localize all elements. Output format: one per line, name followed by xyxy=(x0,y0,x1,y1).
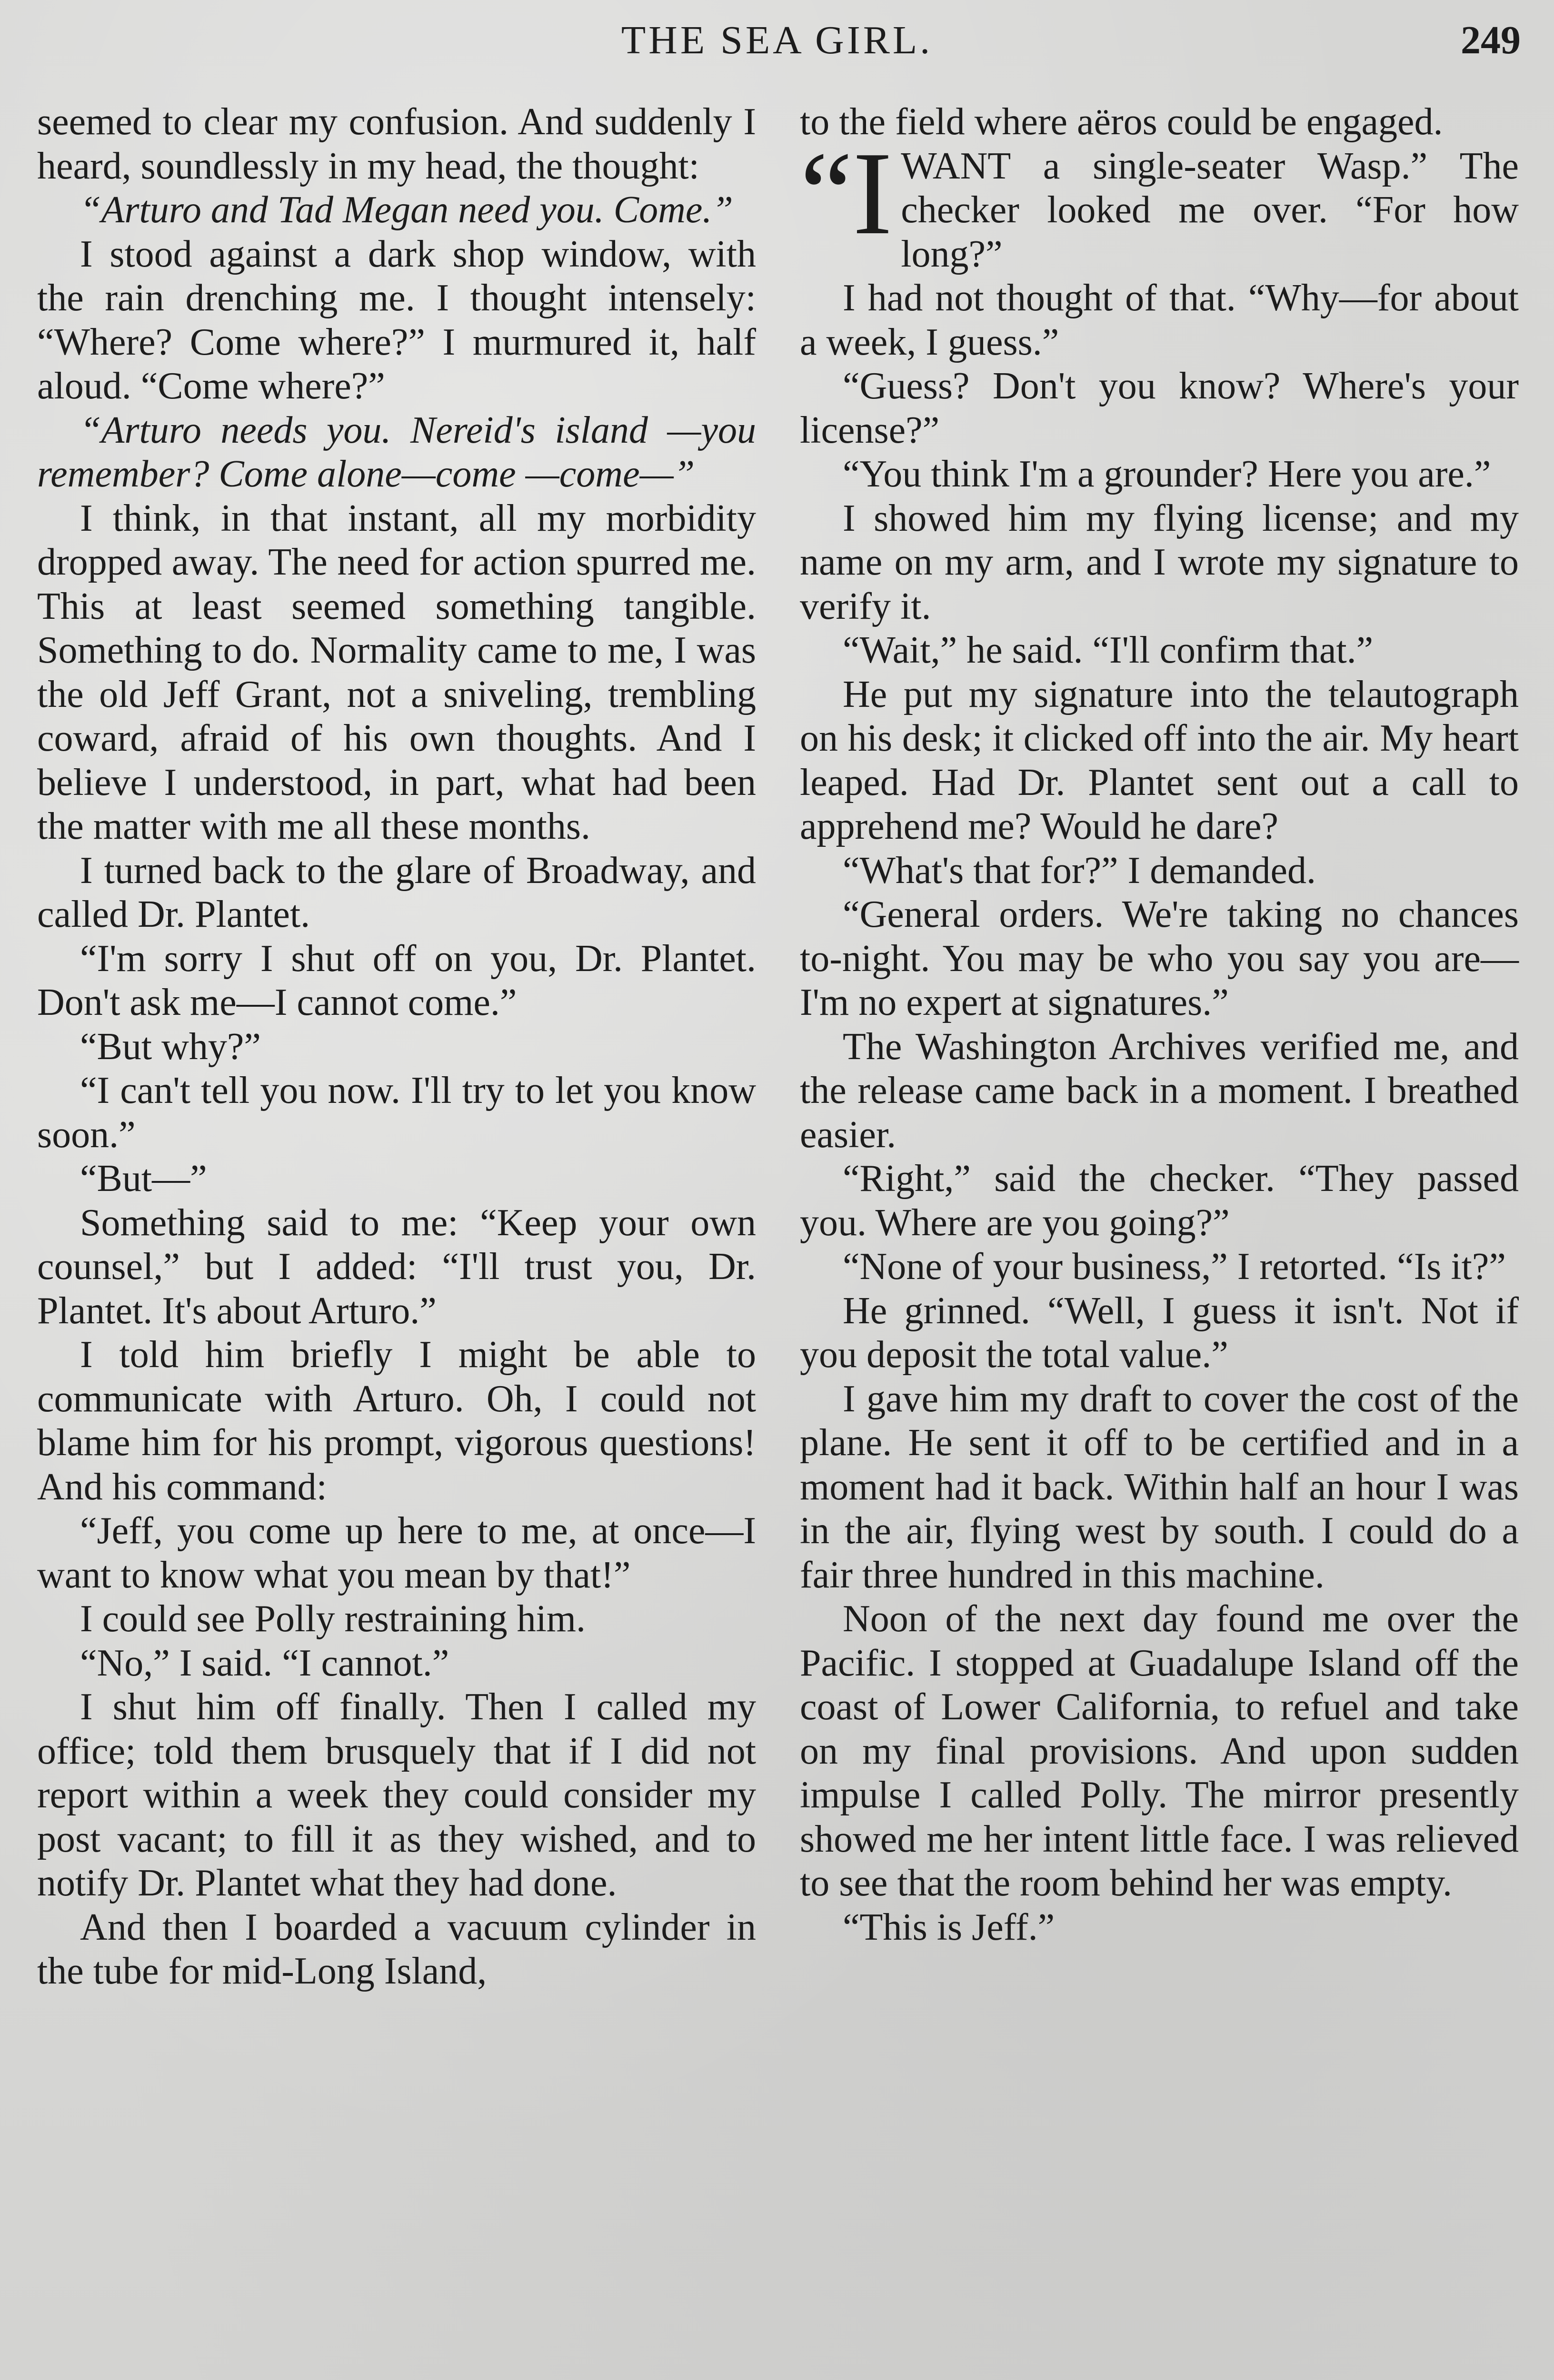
paragraph-text: I could see Polly restraining him. xyxy=(80,1598,586,1640)
paragraph xyxy=(37,1685,756,1905)
paragraph xyxy=(800,1377,1519,1597)
paragraph xyxy=(800,849,1519,893)
paragraph xyxy=(37,1157,756,1201)
paragraph xyxy=(800,892,1519,1025)
paragraph xyxy=(800,1025,1519,1157)
paragraph xyxy=(37,1025,756,1069)
page-header xyxy=(33,14,1521,67)
paragraph xyxy=(37,496,756,849)
paragraph-text: I turned back to the glare of Broadway, and called Dr. Plantet. xyxy=(37,849,756,935)
paragraph-text: WANT a single-seater Wasp.” The checker looked me over. “For how long?” xyxy=(901,145,1519,275)
paragraph xyxy=(800,276,1519,364)
running-title: THE SEA GIRL. xyxy=(621,18,933,62)
paragraph-text: The Washington Archives verified me, and the release came back in a moment. I breathed easier. xyxy=(800,1025,1519,1156)
paragraph-text: “You think I'm a grounder? Here you are.” xyxy=(843,453,1491,495)
paragraph-text: I gave him my draft to cover the cost of the plane. He sent it off to be certified and in a moment had it back. Within half an hour I was in the air, flying west by south. I could do a fair three hundred in this machine. xyxy=(800,1378,1519,1596)
paragraph xyxy=(800,127,1519,277)
paragraph xyxy=(37,408,756,496)
page-number: 249 xyxy=(1461,18,1521,62)
paragraph xyxy=(800,1245,1519,1289)
paragraph-text: “But—” xyxy=(80,1158,207,1200)
paragraph-text: “I'm sorry I shut off on you, Dr. Plantet. Don't ask me—I cannot come.” xyxy=(37,937,756,1023)
paragraph-text: “Guess? Don't you know? Where's your license?” xyxy=(800,365,1519,451)
paragraph-text: And then I boarded a vacuum cylinder in the tube for mid-Long Island, xyxy=(37,1906,756,1992)
paragraph xyxy=(800,1289,1519,1377)
paragraph-text: Something said to me: “Keep your own counsel,” but I added: “I'll trust you, Dr. Plantet. It's about Arturo.” xyxy=(37,1201,756,1332)
paragraph xyxy=(800,1905,1519,1950)
right-column xyxy=(800,100,1519,1949)
paragraph-text: “But why?” xyxy=(80,1025,261,1068)
paragraph-text: He put my signature into the telautograph on his desk; it clicked off into the air. My heart leaped. Had Dr. Plantet sent out a call to apprehend me? Would he dare? xyxy=(800,673,1519,847)
paragraph xyxy=(37,937,756,1025)
paragraph xyxy=(37,188,756,232)
paragraph-text: “What's that for?” I demanded. xyxy=(843,849,1316,892)
paragraph xyxy=(800,1157,1519,1245)
paragraph-text: I stood against a dark shop window, with the rain drenching me. I thought intensely: “Where? Come where?” I murmured it, half aloud. “Come where?” xyxy=(37,233,756,407)
paragraph xyxy=(800,628,1519,673)
paragraph-text: I think, in that instant, all my morbidity dropped away. The need for action spurred me. This at least seemed something tangible. Something to do. Normality came to me, I was the old Jeff Grant, not a sniveling, trembling coward, afraid of his own thoughts. And I believe I understood, in part, what had been the matter with me all these months. xyxy=(37,497,756,847)
paragraph xyxy=(37,232,756,408)
paragraph xyxy=(800,364,1519,452)
paragraph-text: Noon of the next day found me over the Pacific. I stopped at Guadalupe Island off the coast of Lower California, to refuel and take on my final provisions. And upon sudden impulse I called Polly. The mirror presently showed me her intent little face. I was relieved to see that the room behind her was empty. xyxy=(800,1598,1519,1904)
paragraph xyxy=(800,496,1519,629)
left-column xyxy=(37,100,756,1993)
paragraph-text: seemed to clear my confusion. And suddenly I heard, soundlessly in my head, the thought: xyxy=(37,101,756,187)
paragraph xyxy=(37,1905,756,1993)
paragraph-text: “Arturo and Tad Megan need you. Come.” xyxy=(80,189,733,231)
paragraph xyxy=(800,100,1519,144)
paragraph-text: “Arturo needs you. Nereid's island —you remember? Come alone—come —come—” xyxy=(37,409,756,495)
paragraph-text: “Wait,” he said. “I'll confirm that.” xyxy=(843,629,1374,671)
paragraph xyxy=(37,1641,756,1686)
paragraph-text: “Right,” said the checker. “They passed you. Where are you going?” xyxy=(800,1158,1519,1244)
paragraph-text: to the field where aëros could be engaged. xyxy=(800,101,1443,143)
paragraph-text: “I can't tell you now. I'll try to let you know soon.” xyxy=(37,1070,756,1156)
paragraph-text: “No,” I said. “I cannot.” xyxy=(80,1642,449,1684)
paragraph-text: I shut him off finally. Then I called my office; told them brusquely that if I did not report within a week they could consider my post vacant; to fill it as they wished, and to notify Dr. Plantet what they had done. xyxy=(37,1686,756,1904)
paragraph-text: I showed him my flying license; and my name on my arm, and I wrote my signature to verify it. xyxy=(800,497,1519,627)
paragraph xyxy=(800,452,1519,496)
paragraph-text: “General orders. We're taking no chances to-night. You may be who you say you are—I'm no expert at signatures.” xyxy=(800,893,1519,1023)
paragraph xyxy=(37,1201,756,1333)
paragraph xyxy=(37,1597,756,1641)
paragraph-text: He grinned. “Well, I guess it isn't. Not if you deposit the total value.” xyxy=(800,1289,1519,1376)
paragraph xyxy=(37,849,756,937)
paragraph xyxy=(37,100,756,188)
paragraph xyxy=(800,1597,1519,1905)
paragraph-text: I had not thought of that. “Why—for about a week, I guess.” xyxy=(800,277,1519,363)
paragraph-text: “This is Jeff.” xyxy=(843,1906,1055,1948)
paragraph xyxy=(37,1333,756,1509)
paragraph xyxy=(37,1509,756,1597)
paragraph-text: I told him briefly I might be able to communicate with Arturo. Oh, I could not blame him for his prompt, vigorous questions! And his command: xyxy=(37,1334,756,1508)
paragraph-text: “None of your business,” I retorted. “Is it?” xyxy=(843,1246,1506,1288)
paragraph-text: “Jeff, you come up here to me, at once—I want to know what you mean by that!” xyxy=(37,1510,756,1596)
paragraph xyxy=(800,673,1519,849)
paragraph xyxy=(37,1069,756,1157)
drop-cap: “I xyxy=(800,127,893,259)
